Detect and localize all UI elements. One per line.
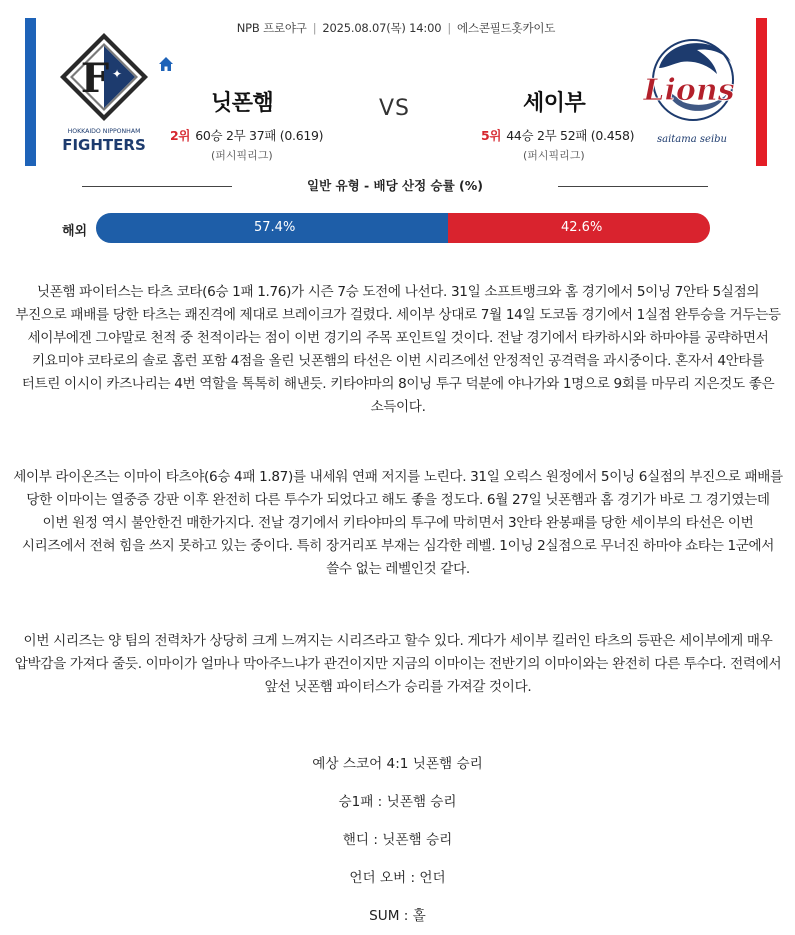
article-paragraph-away: 세이부 라이온즈는 이마이 타츠야(6승 4패 1.87)를 내세워 연패 저지를 노린다. 31일 오릭스 원정에서 5이닝 6실점의 부진으로 패배를 당한 이마이는 열중증 강판 이후 완전히 다른 투수가 되었다고 해도 좋을 정도다. 6월 27일 닛폰햄과 홈 경기가 바로 그 경기였는데 이번 원정 역시 불안한건 매한가지다. 전날 경기에서 키타야마의 투구에 막히면서 3안타 완봉패를 당한 세이부의 타선은 이번 시리즈에서 전혀 힘을 쓰지 못하고 있는 중이다. 특히 장거리포 부재는 심각한 레벨. 1이닝 2실점으로 무너진 하마야 쇼타는 1군에서 쓸수 없는 레벨인것 같다. [13,469,783,577]
fighters-logo-letter: F [80,55,110,102]
article-paragraph-summary: 이번 시리즈는 양 팀의 전력차가 상당히 크게 느껴지는 시리즈라고 할수 있다. 게다가 세이부 킬러인 타츠의 등판은 세이부에게 매우 압박감을 가져다 줄듯. 이마이가 얼마나 막아주느냐가 관건이지만 지금의 이마이는 전반기의 이마이와는 완전히 다른 투수다. 전력에서 앞선 닛폰햄 파이터스가 승리를 가져갈 것이다. [14,633,782,695]
fighters-logo-subtext: HOKKAIDO NIPPONHAM [67,128,141,135]
svg-text:✦: ✦ [111,67,123,81]
match-datetime: 2025.08.07(목) 14:00 [322,21,442,35]
home-icon [158,56,174,72]
match-venue: 에스콘필드홋카이도 [457,21,556,35]
fighters-logo-text: FIGHTERS [62,136,146,152]
home-color-bar [25,18,36,166]
home-team-record-text: 60승 2무 37패 (0.619) [195,128,324,143]
article-paragraph-home: 닛폰햄 파이터스는 타츠 코타(6승 1패 1.76)가 시즌 7승 도전에 나선다. 31일 소프트뱅크와 홈 경기에서 5이닝 7안타 5실점의 부진으로 패배를 당한 타츠는 쾌진격에 제대로 브레이크가 걸렸다. 세이부 상대로 7월 14일 도코돔 경기에서 1실점 완투승을 거두는등 세이부에겐 그야말로 천적 중 천적이라는 점이 이번 경기의 주목 포인트일 것이다. 전날 경기에서 타카하시와 하마야를 공략하면서 키요미야 코타로의 솔로 홈런 포함 4점을 올린 닛폰햄의 타선은 이번 시리즈에선 안정적인 공격력을 과시중이다. 혼자서 4안타를 터트린 이시이 카즈나리는 4번 역할을 톡톡히 해낸듯. 키타야마의 8이닝 투구 덕분에 야나가와 1명으로 9회를 마무리 지은것도 좋은 소득이다. [15,284,781,415]
prediction-handicap: 핸디 : 닛폰햄 승리 [342,832,453,848]
home-team-rank: 2위 [170,128,191,143]
away-team-record-text: 44승 2무 52패 (0.458) [506,128,635,143]
home-team-logo [57,30,151,152]
home-probability-text: 57.4% [254,220,296,235]
probability-title: 일반 유형 - 배당 산정 승률 (%) [307,178,483,193]
prediction-score: 예상 스코어 4:1 닛폰햄 승리 [312,756,483,772]
divider-right [558,186,708,187]
away-team-league: (퍼시픽리그) [523,149,585,162]
lions-logo-subtext: saitama seibu [657,134,727,145]
home-team-league: (퍼시픽리그) [211,149,273,162]
probability-source-label: 해외 [62,224,88,239]
prediction-win-loss: 승1패 : 닛폰햄 승리 [338,794,457,810]
away-color-bar [756,18,767,166]
away-team-rank: 5위 [481,128,502,143]
win-probability-bar [96,213,710,243]
vs-label: VS [379,96,411,121]
match-header-card [25,18,767,166]
away-probability-text: 42.6% [561,220,603,235]
home-team-name: 닛폰햄 [211,91,274,116]
match-info-line: NPB 프로야구 | 2025.08.07(목) 14:00 | 에스콘필드홋카이도 [236,21,556,35]
away-team-name: 세이부 [523,91,586,116]
lions-logo-text: Lions [643,73,735,108]
prediction-sum: SUM : 홀 [369,908,426,924]
probability-title-row [82,176,708,196]
away-team-record [481,126,634,144]
home-team-record [170,126,323,144]
league-name: NPB 프로야구 [236,21,307,35]
away-team-logo [637,28,741,152]
prediction-under-over: 언더 오버 : 언더 [349,870,446,886]
